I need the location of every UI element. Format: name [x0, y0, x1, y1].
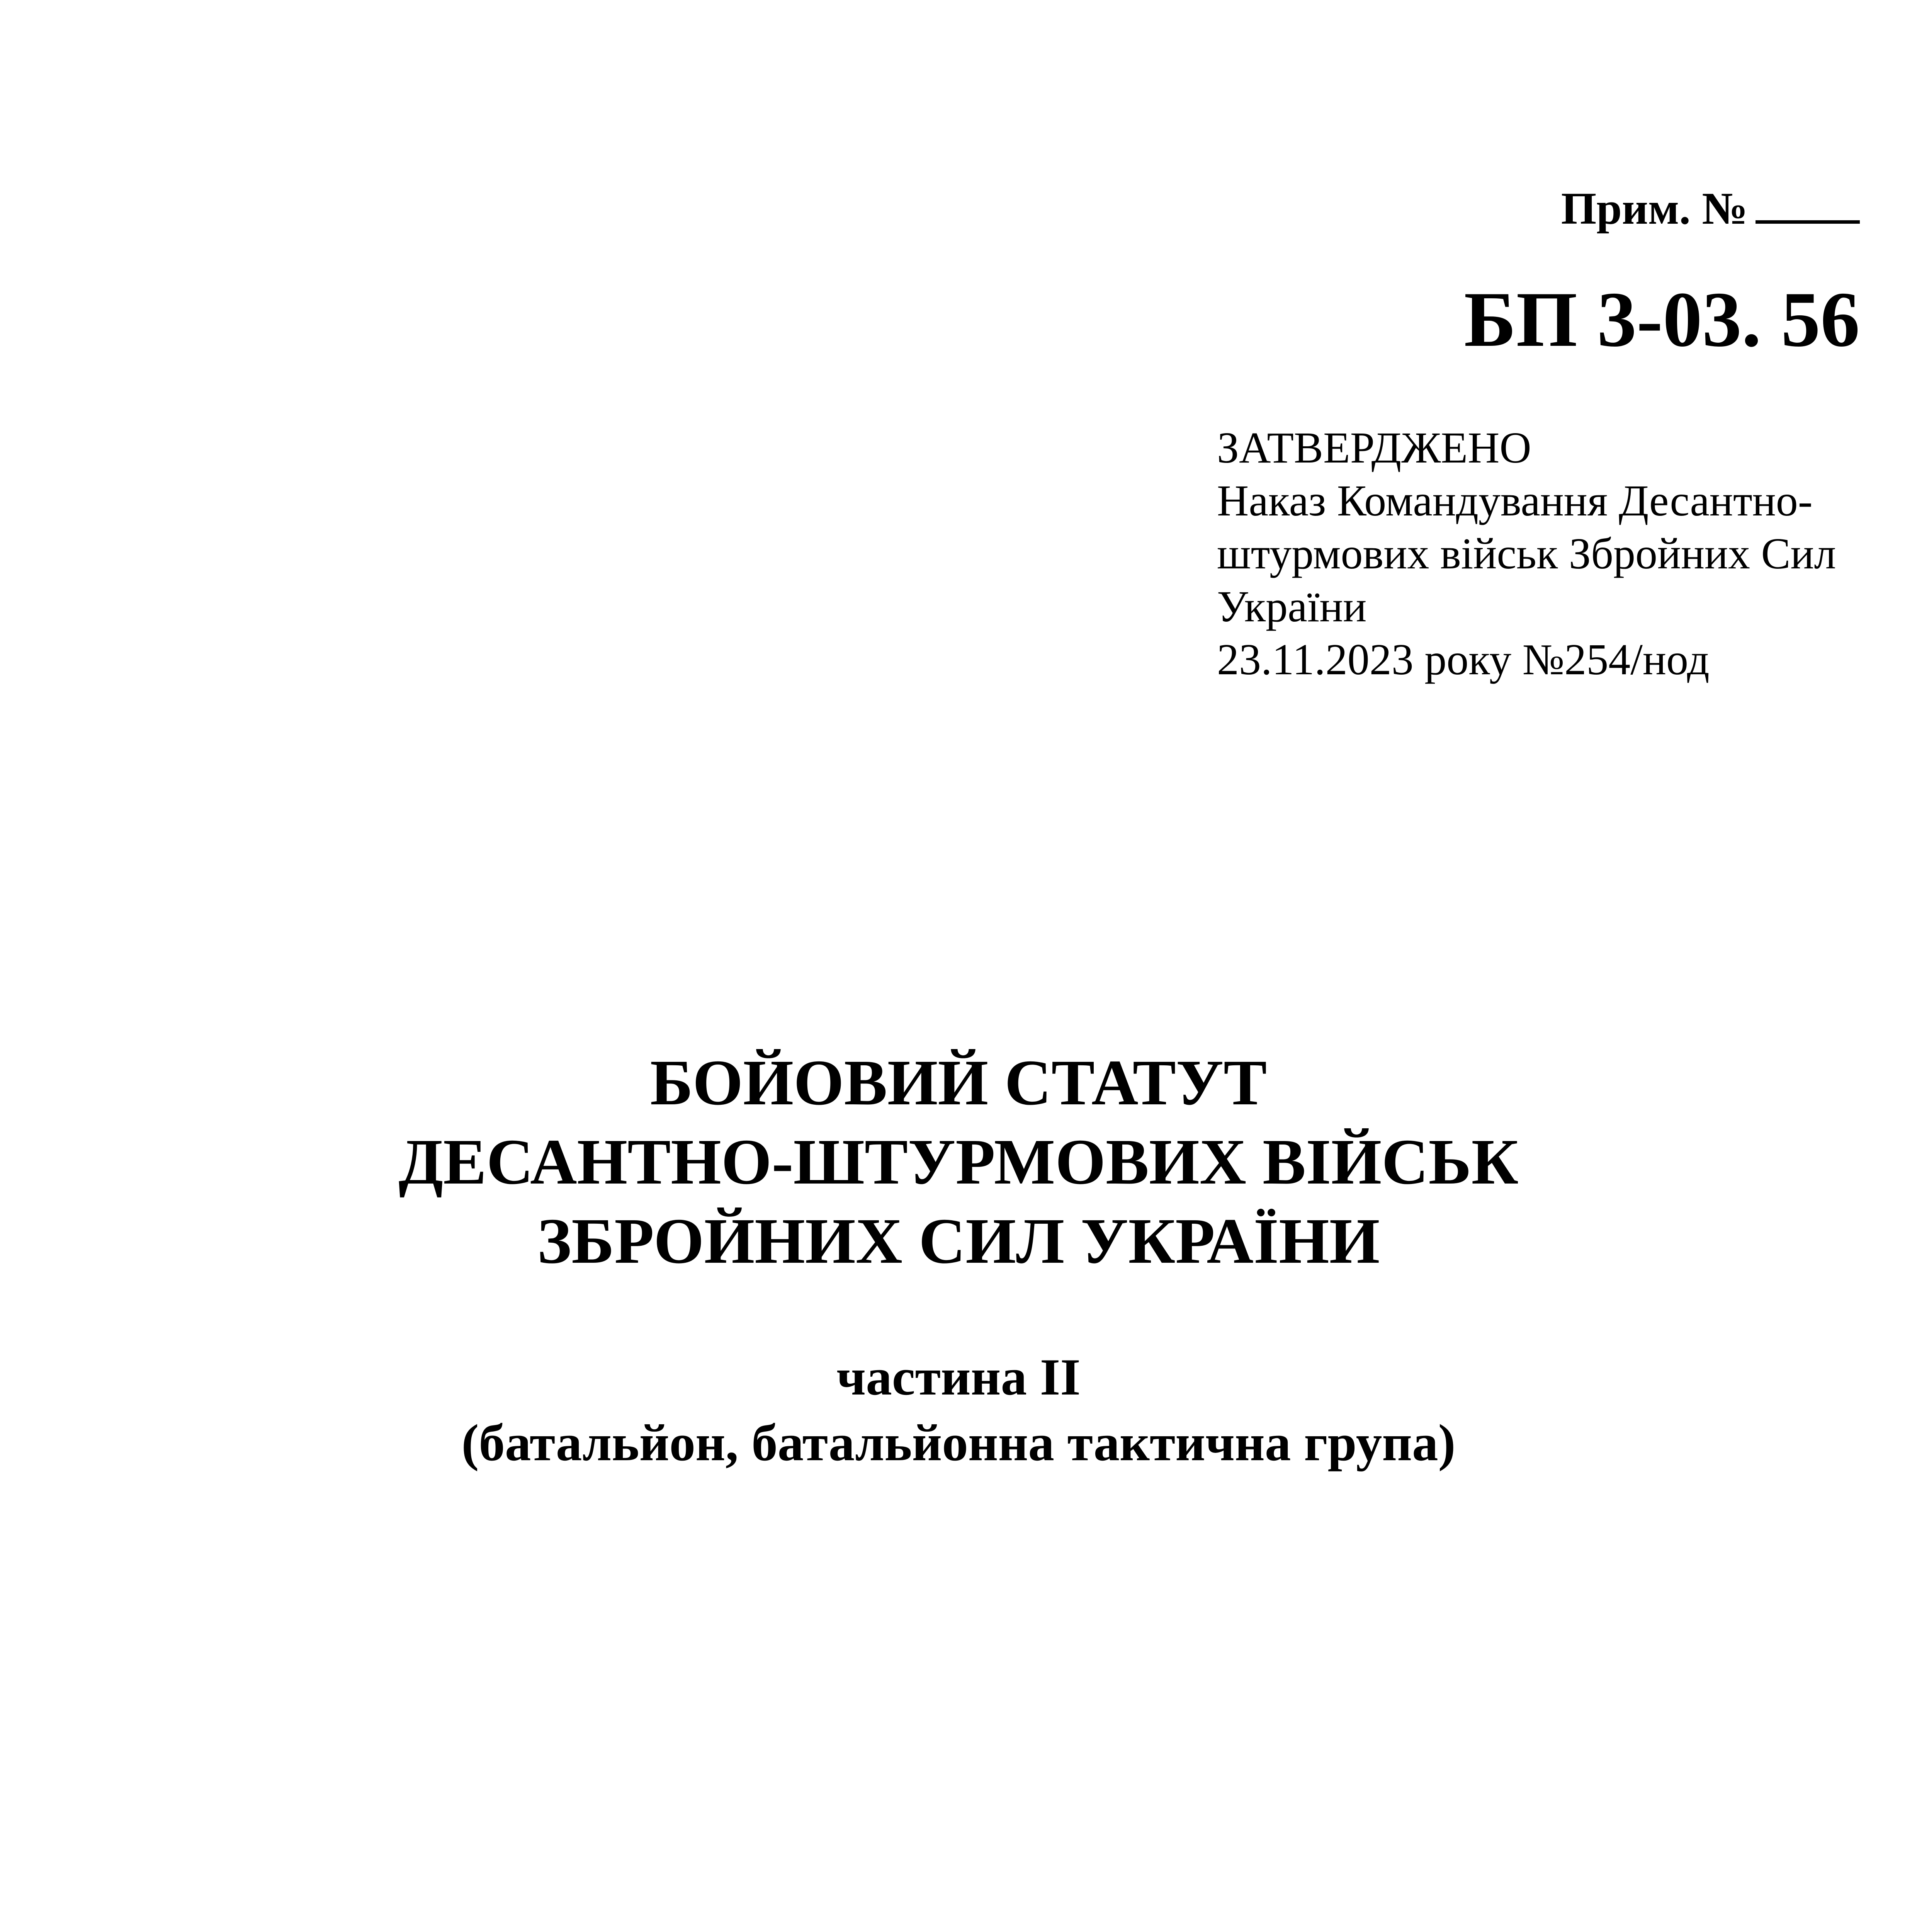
approval-block [1217, 421, 1870, 686]
copy-number [1561, 182, 1860, 235]
title-line: БОЙОВИЙ СТАТУТ [650, 1047, 1267, 1119]
copy-number-label: Прим. № [1561, 183, 1748, 234]
document-code: БП 3-03. 56 [1464, 276, 1860, 363]
title-line: ДЕСАНТНО-ШТУРМОВИХ ВІЙСЬК [398, 1126, 1519, 1198]
part-description: (батальйон, батальйонна тактична група) [461, 1414, 1456, 1472]
approval-line: 23.11.2023 року №254/нод [1217, 635, 1710, 684]
subtitle [0, 1345, 1917, 1476]
main-title [0, 1043, 1917, 1281]
title-line: ЗБРОЙНИХ СИЛ УКРАЇНИ [537, 1205, 1380, 1277]
approval-line: Наказ Командування Десантно- [1217, 476, 1813, 525]
approval-line: ЗАТВЕРДЖЕНО [1217, 423, 1531, 472]
part-number: частина ІІ [836, 1349, 1081, 1406]
approval-line: України [1217, 582, 1367, 631]
approval-line: штурмових військ Збройних Сил [1217, 529, 1836, 578]
copy-number-blank [1756, 182, 1860, 224]
